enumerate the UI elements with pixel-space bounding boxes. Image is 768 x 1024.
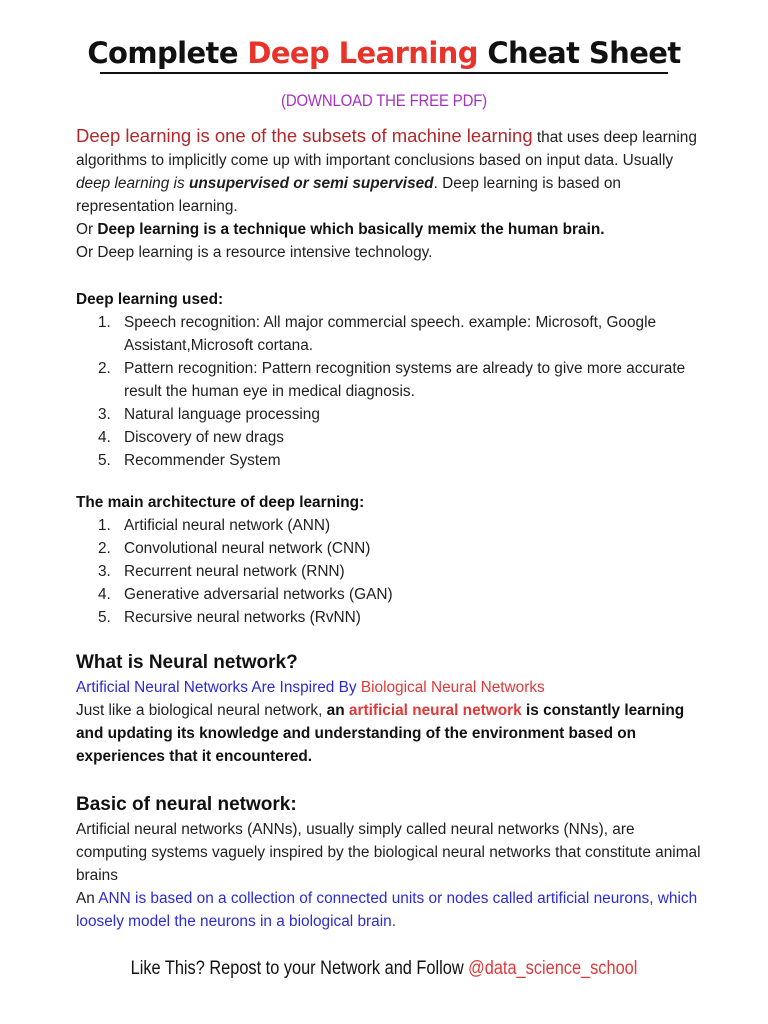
- intro-line-2-bold: Deep learning is a technique which basically memix the human brain.: [97, 221, 605, 238]
- nn-bold-text-2: is constantly learning and updating its knowledge and understanding of the environment based on experiences that it encountered.: [76, 702, 685, 765]
- footer-text: Like This? Repost to your Network and Follow: [130, 958, 469, 979]
- nn-bold-text-1: an: [326, 702, 349, 719]
- follow-handle-link[interactable]: @data_science_school: [468, 958, 638, 979]
- intro-line-2-prefix: Or: [76, 221, 98, 238]
- list-number: 5.: [98, 452, 111, 469]
- list-item: [76, 426, 706, 449]
- intro-definition: [76, 124, 706, 218]
- intro-italic: deep learning is: [76, 175, 189, 192]
- list-item: [76, 449, 706, 472]
- list-item: [76, 311, 706, 357]
- intro-bold-italic: unsupervised or semi supervised: [188, 175, 434, 192]
- neural-network-paragraph: [76, 699, 706, 768]
- title-underline: [100, 72, 668, 74]
- list-item: [76, 583, 706, 606]
- list-number: 2.: [98, 360, 111, 377]
- architecture-list: [76, 514, 706, 629]
- intro-text-2: . Deep learning is based on representation learning.: [76, 175, 621, 215]
- list-number: 2.: [98, 540, 111, 557]
- list-item: [76, 514, 706, 537]
- nn-plain-text: Just like a biological neural network,: [76, 702, 327, 719]
- list-number: 3.: [98, 563, 111, 580]
- list-text: Generative adversarial networks (GAN): [124, 586, 393, 603]
- list-text: Recommender System: [124, 452, 281, 469]
- neural-network-section: [76, 650, 706, 768]
- list-item: [76, 403, 706, 426]
- basics-section: [76, 792, 706, 933]
- title-part-1: Complete: [87, 36, 248, 70]
- list-text: Artificial neural network (ANN): [124, 517, 331, 534]
- list-text: Convolutional neural network (CNN): [124, 540, 371, 557]
- basics-p2-blue: ANN is based on a collection of connected units or nodes called artificial neurons, which loosely model the neurons in a biological brain.: [76, 890, 698, 930]
- title-accent: Deep Learning: [247, 36, 478, 70]
- basics-heading: Basic of neural network:: [76, 794, 297, 815]
- intro-paragraph: [76, 124, 706, 264]
- intro-line-2: [76, 218, 706, 241]
- download-pdf-link[interactable]: (DOWNLOAD THE FREE PDF): [281, 91, 487, 110]
- list-text: Speech recognition: All major commercial speech. example: Microsoft, Google Assistant,Microsoft cortana.: [124, 314, 657, 354]
- inspired-blue-text: Artificial Neural Networks Are Inspired By: [76, 679, 361, 696]
- list-text: Recursive neural networks (RvNN): [124, 609, 361, 626]
- list-number: 4.: [98, 586, 111, 603]
- list-number: 1.: [98, 314, 111, 331]
- basics-paragraph-1: Artificial neural networks (ANNs), usually simply called neural networks (NNs), are computing systems vaguely inspired by the biological neural networks that constitute animal brains: [76, 821, 701, 884]
- title-part-2: Cheat Sheet: [477, 36, 681, 70]
- list-item: [76, 537, 706, 560]
- architecture-section: [76, 491, 706, 629]
- architecture-heading: The main architecture of deep learning:: [76, 494, 365, 511]
- uses-heading: Deep learning used:: [76, 291, 224, 308]
- inspired-red-text: Biological Neural Networks: [360, 679, 545, 696]
- inspired-line: [76, 676, 706, 699]
- list-item: [76, 560, 706, 583]
- list-number: 4.: [98, 429, 111, 446]
- list-number: 1.: [98, 517, 111, 534]
- nn-red-bold-text: artificial neural network: [348, 702, 522, 719]
- list-item: [76, 606, 706, 629]
- list-text: Recurrent neural network (RNN): [124, 563, 345, 580]
- intro-text-1: that uses deep learning algorithms to implicitly come up with important conclusions based on input data. Usually: [76, 129, 697, 169]
- list-text: Pattern recognition: Pattern recognition systems are already to give more accurate result the human eye in medical diagnosis.: [124, 360, 686, 400]
- list-item: [76, 357, 706, 403]
- intro-lead: Deep learning is one of the subsets of machine learning: [76, 125, 533, 146]
- basics-p2-prefix: An: [76, 890, 99, 907]
- uses-list: [76, 311, 706, 472]
- list-text: Discovery of new drags: [124, 429, 284, 446]
- intro-line-3: Or Deep learning is a resource intensive technology.: [76, 244, 433, 261]
- list-text: Natural language processing: [124, 406, 320, 423]
- list-number: 3.: [98, 406, 111, 423]
- uses-section: [76, 288, 706, 472]
- neural-network-heading: What is Neural network?: [76, 652, 298, 673]
- list-number: 5.: [98, 609, 111, 626]
- footer-cta: [54, 958, 714, 980]
- page-title: [0, 33, 768, 73]
- basics-paragraph-2: [76, 887, 706, 933]
